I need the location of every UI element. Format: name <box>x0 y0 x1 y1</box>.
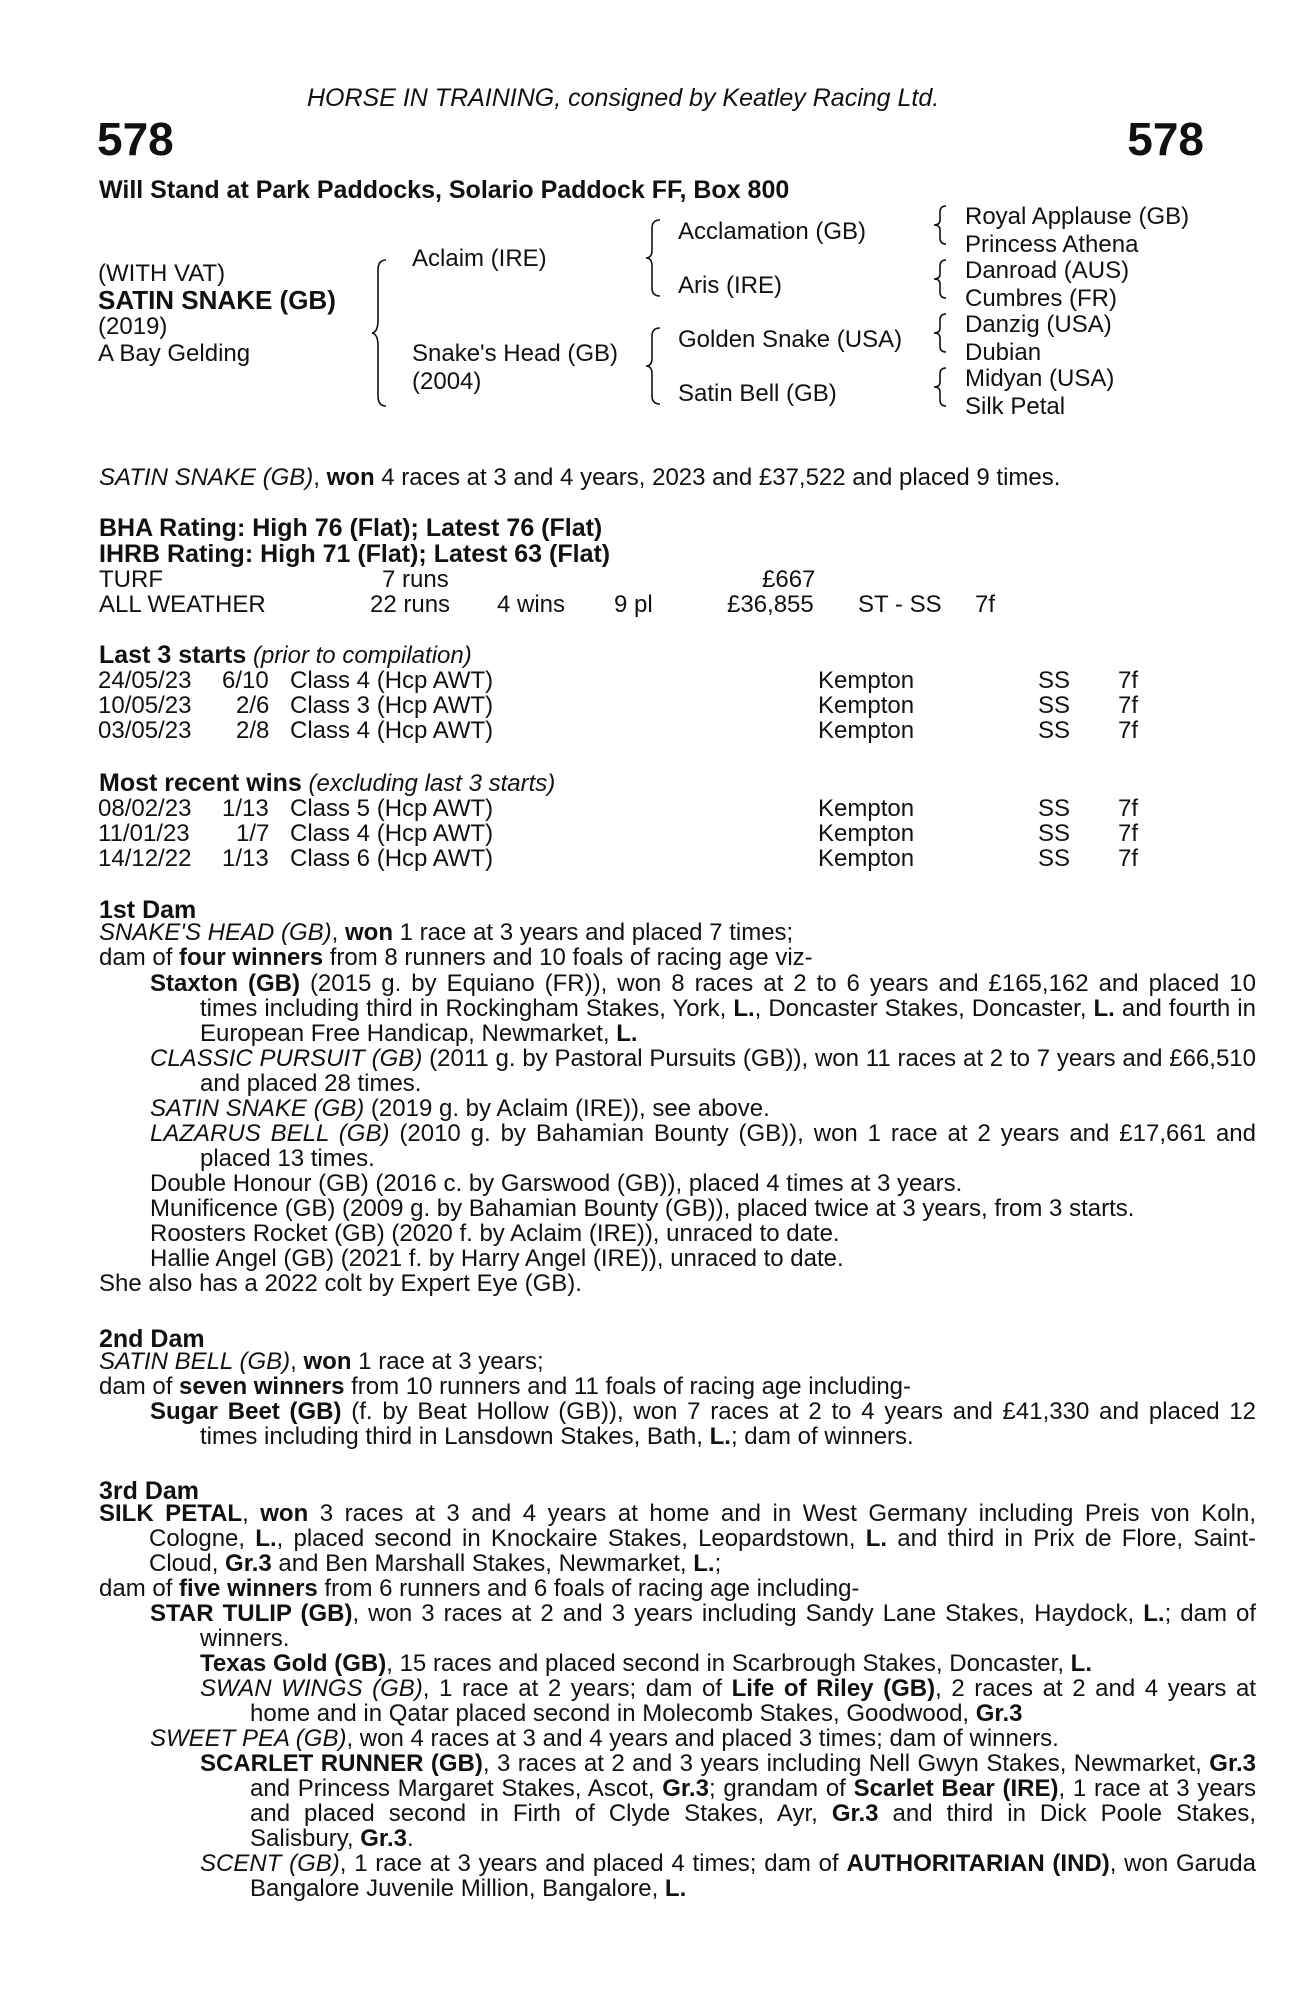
dam3-winners: five winners <box>179 1575 318 1602</box>
scarlet-runner-name: SCARLET RUNNER (GB) <box>200 1750 483 1777</box>
dam3-text-2: , placed second in Knockaire Stakes, Leopardstown, <box>276 1525 866 1552</box>
pedigree-gen3-3: Danroad (AUS) <box>965 257 1130 284</box>
table-row <box>0 822 1314 848</box>
dam2-progeny-sugar <box>150 1399 1256 1449</box>
stand-location: Will Stand at Park Paddocks, Solario Paddock FF, Box 800 <box>99 176 790 204</box>
group3-mark: Gr.3 <box>975 1700 1023 1727</box>
run-position: 6/10 <box>222 667 269 694</box>
staxton-name: Staxton (GB) <box>150 970 300 997</box>
record-surface: TURF <box>99 566 163 593</box>
record-wins: 4 wins <box>497 591 566 618</box>
listed-mark: L. <box>1143 1600 1165 1627</box>
race-summary: SATIN SNAKE (GB), won 4 races at 3 and 4 years, 2023 and £37,522 and placed 9 times. <box>99 464 1061 491</box>
listed-mark: L. <box>664 1875 687 1902</box>
listed-mark: L. <box>733 995 755 1022</box>
listed-mark: L. <box>1070 1650 1092 1677</box>
group3-mark: Gr.3 <box>831 1800 879 1827</box>
lazarus-bell-name: LAZARUS BELL (GB) <box>150 1120 390 1147</box>
win-date: 14/12/22 <box>98 845 192 872</box>
listed-mark: L. <box>1093 995 1115 1022</box>
recent-wins-title: Most recent wins <box>99 769 302 797</box>
pedigree-brace-g3 <box>934 312 950 354</box>
dam3-name: SILK PETAL <box>99 1500 243 1527</box>
recent-wins-heading <box>99 771 555 796</box>
scarlet-runner-text-a: , 3 races at 2 and 3 years including Nell Gwyn Stakes, Newmarket, <box>482 1750 1210 1777</box>
swan-wings-name: SWAN WINGS (GB) <box>200 1675 423 1702</box>
win-going: SS <box>1038 820 1071 847</box>
scarlet-bear-text: , 1 race at 3 years and placed second in Firth of Clyde Stakes, Ayr, <box>250 1775 1256 1827</box>
listed-mark: L. <box>865 1525 888 1552</box>
dam1-progeny-other-2: Munificence (GB) (2009 g. by Bahamian Bounty (GB)), placed twice at 3 years, from 3 starts. <box>150 1195 1135 1222</box>
ihrb-rating: IHRB Rating: High 71 (Flat); Latest 63 (Flat) <box>99 540 611 568</box>
dam1-progeny-other-3: Roosters Rocket (GB) (2020 f. by Aclaim (IRE)), unraced to date. <box>150 1220 840 1247</box>
pedigree-dam-dam: Satin Bell (GB) <box>678 380 837 407</box>
run-distance: 7f <box>1118 692 1139 719</box>
staxton-text-a: (2015 g. by Equiano (FR)), won 8 races at 2 to 6 years and £165,162 and placed 10 times including third in Rockingham Stakes, York, <box>200 970 1256 1022</box>
record-prize: £36,855 <box>727 591 814 618</box>
table-row <box>0 694 1314 720</box>
horse-description: A Bay Gelding <box>98 340 251 367</box>
dam3-progeny-pea <box>150 1726 1059 1751</box>
dam2-name: SATIN BELL (GB) <box>99 1348 291 1375</box>
pedigree-gen3-2: Princess Athena <box>965 231 1139 258</box>
sweet-pea-name: SWEET PEA (GB) <box>150 1725 347 1752</box>
run-position: 2/6 <box>236 692 270 719</box>
pedigree-brace-g1 <box>934 204 950 246</box>
classic-pursuit-name: CLASSIC PURSUIT (GB) <box>150 1045 423 1072</box>
last3-note: (prior to compilation) <box>252 642 472 669</box>
win-distance: 7f <box>1118 820 1139 847</box>
win-position: 1/7 <box>236 820 270 847</box>
table-row <box>0 847 1314 873</box>
dam3-text-4: and Ben Marshall Stakes, Newmarket, <box>271 1550 694 1577</box>
summary-horse-name: SATIN SNAKE (GB) <box>99 464 314 491</box>
pedigree-gen3-6: Dubian <box>965 339 1042 366</box>
run-race: Class 4 (Hcp AWT) <box>290 717 494 744</box>
pedigree-dam-sire: Golden Snake (USA) <box>678 326 903 353</box>
pedigree-sire-dam: Aris (IRE) <box>678 272 782 299</box>
authoritarian-name: AUTHORITARIAN (IND) <box>846 1850 1110 1877</box>
horse-name: SATIN SNAKE (GB) <box>98 285 336 315</box>
pedigree-brace-main <box>372 258 392 408</box>
dam3-progeny-swan <box>200 1676 1256 1726</box>
sugar-beet-text: (f. by Beat Hollow (GB)), won 7 races at 2 to 4 years and £41,330 and placed 12 times including third in Lansdown Stakes, Bath, <box>200 1398 1256 1450</box>
run-date: 24/05/23 <box>98 667 192 694</box>
run-race: Class 3 (Hcp AWT) <box>290 692 494 719</box>
group3-mark: Gr.3 <box>360 1825 407 1852</box>
dam1-progeny-other-1: Double Honour (GB) (2016 c. by Garswood (GB)), placed 4 times at 3 years. <box>150 1170 963 1197</box>
run-date: 10/05/23 <box>98 692 192 719</box>
table-row <box>0 797 1314 823</box>
run-date: 03/05/23 <box>98 717 192 744</box>
authoritarian-text: , won Garuda Bangalore Juvenile Million, Bangalore, <box>250 1850 1256 1902</box>
group3-mark: Gr.3 <box>662 1775 709 1802</box>
scarlet-bear-name: Scarlet Bear (IRE) <box>853 1775 1059 1802</box>
dam2-winners: seven winners <box>179 1373 345 1400</box>
star-tulip-end: ; dam of winners. <box>200 1600 1256 1652</box>
win-race: Class 5 (Hcp AWT) <box>290 795 494 822</box>
lot-number-right: 578 <box>1127 113 1204 165</box>
summary-won: won <box>326 464 375 491</box>
run-going: SS <box>1038 667 1071 694</box>
pedigree-dam-year: (2004) <box>412 368 482 395</box>
dam2-line2-text: from 10 runners and 11 foals of racing age including- <box>344 1373 912 1400</box>
run-course: Kempton <box>818 667 915 694</box>
swan-wings-text: , 1 race at 2 years; dam of <box>422 1675 732 1702</box>
scent-text: , 1 race at 3 years and placed 4 times; dam of <box>339 1850 847 1877</box>
run-going: SS <box>1038 717 1071 744</box>
run-course: Kempton <box>818 717 915 744</box>
staxton-text-b: , Doncaster Stakes, Doncaster, <box>754 995 1094 1022</box>
dam2-title: 2nd Dam <box>99 1325 205 1353</box>
dam2-won: won <box>303 1348 352 1375</box>
dam1-progeny-staxton <box>150 971 1256 1046</box>
dam1-progeny-other-4: Hallie Angel (GB) (2021 f. by Harry Angel (IRE)), unraced to date. <box>150 1245 844 1272</box>
pedigree-sire: Aclaim (IRE) <box>412 245 547 272</box>
dam3-text-5: ; <box>714 1550 722 1577</box>
win-distance: 7f <box>1118 795 1139 822</box>
pedigree-gen3-1: Royal Applause (GB) <box>965 203 1190 230</box>
dam2-line1: SATIN BELL (GB), won 1 race at 3 years; <box>99 1348 544 1375</box>
dam1-line2-text: from 8 runners and 10 foals of racing age viz- <box>323 944 813 971</box>
pedigree-brace-sire <box>646 218 666 298</box>
record-surface: ALL WEATHER <box>99 591 266 618</box>
recent-wins-note: (excluding last 3 starts) <box>308 770 556 797</box>
win-going: SS <box>1038 795 1071 822</box>
vat-label: (WITH VAT) <box>98 260 226 287</box>
record-going: ST - SS <box>858 591 942 618</box>
dam3-title: 3rd Dam <box>99 1477 200 1505</box>
summary-text: 4 races at 3 and 4 years, 2023 and £37,522 and placed 9 times. <box>374 464 1061 491</box>
classic-pursuit-text: (2011 g. by Pastoral Pursuits (GB)), won 11 races at 2 to 7 years and £66,510 and placed 28 times. <box>200 1045 1256 1097</box>
lazarus-bell-text: (2010 g. by Bahamian Bounty (GB)), won 1 race at 2 years and £17,661 and placed 13 times. <box>200 1120 1257 1172</box>
dam3-won: won <box>260 1500 309 1527</box>
scent-name: SCENT (GB) <box>200 1850 340 1877</box>
record-prize: £667 <box>762 566 816 593</box>
pedigree-gen3-5: Danzig (USA) <box>965 311 1112 338</box>
staxton-text-c: and fourth in European Free Handicap, Newmarket, <box>200 995 1256 1047</box>
win-distance: 7f <box>1118 845 1139 872</box>
pedigree-gen3-7: Midyan (USA) <box>965 365 1115 392</box>
sugar-beet-end: ; dam of winners. <box>730 1423 914 1450</box>
star-tulip-text: , won 3 races at 2 and 3 years including Sandy Lane Stakes, Haydock, <box>352 1600 1144 1627</box>
win-position: 1/13 <box>222 845 269 872</box>
listed-mark: L. <box>693 1550 715 1577</box>
dam2-dam-of: dam of <box>99 1373 180 1400</box>
texas-gold-name: Texas Gold (GB) <box>200 1650 387 1677</box>
last3-title: Last 3 starts <box>99 641 247 669</box>
sweet-pea-text: , won 4 races at 3 and 4 years and placed 3 times; dam of winners. <box>346 1725 1059 1752</box>
dam1-winners: four winners <box>179 944 324 971</box>
last3-heading <box>99 643 472 668</box>
run-course: Kempton <box>818 692 915 719</box>
table-row <box>0 719 1314 745</box>
win-course: Kempton <box>818 795 915 822</box>
dam2-line2 <box>99 1374 911 1399</box>
star-tulip-name: STAR TULIP (GB) <box>150 1600 353 1627</box>
dam1-name: SNAKE'S HEAD (GB) <box>99 919 332 946</box>
dam3-text-3: and third in Prix de Flore, Saint-Cloud, <box>149 1525 1256 1577</box>
dam1-line1: SNAKE'S HEAD (GB), won 1 race at 3 years and placed 7 times; <box>99 919 794 946</box>
scarlet-bear-text-b: and third in Dick Poole Stakes, Salisbury, <box>250 1800 1256 1852</box>
dam3-text-1: 3 races at 3 and 4 years at home and in West Germany including Preis von Koln, Cologne, <box>149 1500 1256 1552</box>
win-date: 08/02/23 <box>98 795 192 822</box>
scarlet-runner-text-c: ; grandam of <box>708 1775 854 1802</box>
dam3-line2-text: from 6 runners and 6 foals of racing age including- <box>317 1575 860 1602</box>
group3-mark: Gr.3 <box>1209 1750 1256 1777</box>
win-course: Kempton <box>818 845 915 872</box>
dam3-progeny-texas <box>200 1651 1092 1676</box>
bha-rating: BHA Rating: High 76 (Flat); Latest 76 (Flat) <box>99 514 603 542</box>
table-row <box>0 669 1314 695</box>
dam1-also: She also has a 2022 colt by Expert Eye (GB). <box>99 1270 582 1297</box>
record-distance: 7f <box>975 591 996 618</box>
pedigree-brace-g4 <box>934 366 950 408</box>
life-of-riley-name: Life of Riley (GB) <box>731 1675 936 1702</box>
pedigree-sire-sire: Acclamation (GB) <box>678 218 867 245</box>
group3-mark: Gr.3 <box>225 1550 272 1577</box>
dam2-line1-text: 1 race at 3 years; <box>351 1348 544 1375</box>
record-row-all-weather <box>0 593 1314 619</box>
dam3-progeny-star <box>150 1601 1256 1651</box>
dam3-dam-of: dam of <box>99 1575 180 1602</box>
win-course: Kempton <box>818 820 915 847</box>
dam3-main: SILK PETAL, won 3 races at 3 and 4 years at home and in West Germany including Preis von Koln, Cologne, L., placed second in Knockaire Stakes, Leopardstown, L. and third in Prix de Flore, Saint-Cloud, Gr.3 and Ben Marshall Stakes, Newmarket, L.; <box>99 1500 1256 1577</box>
pedigree-gen3-8: Silk Petal <box>965 393 1066 420</box>
pedigree-dam: Snake's Head (GB) <box>412 340 619 367</box>
listed-mark: L. <box>709 1423 731 1450</box>
listed-mark: L. <box>616 1020 638 1047</box>
record-placed: 9 pl <box>614 591 653 618</box>
run-position: 2/8 <box>236 717 270 744</box>
sugar-beet-name: Sugar Beet (GB) <box>150 1398 342 1425</box>
life-of-riley-text: , 2 races at 2 and 4 years at home and in Qatar placed second in Molecomb Stakes, Goodwood, <box>250 1675 1257 1727</box>
lot-number-left: 578 <box>97 113 174 165</box>
record-runs: 22 runs <box>370 591 451 618</box>
texas-gold-text: , 15 races and placed second in Scarbrough Stakes, Doncaster, <box>386 1650 1071 1677</box>
consignment-line: HORSE IN TRAINING, consigned by Keatley Racing Ltd. <box>307 84 940 112</box>
dam1-won: won <box>344 919 393 946</box>
run-race: Class 4 (Hcp AWT) <box>290 667 494 694</box>
satin-snake-text: (2019 g. by Aclaim (IRE)), see above. <box>364 1095 770 1122</box>
dam3-progeny-scent <box>200 1851 1256 1901</box>
listed-mark: L. <box>255 1525 277 1552</box>
dam3-progeny-scarlet: SCARLET RUNNER (GB), 3 races at 2 and 3 years including Nell Gwyn Stakes, Newmarket, Gr.3 and Princess Margaret Stakes, Ascot, Gr.3; grandam of Scarlet Bear (IRE), 1 race at 3 years and placed second in Firth of Clyde Stakes, Ayr, Gr.3 and third in Dick Poole Stakes, Salisbury, Gr.3. <box>200 1750 1256 1852</box>
run-going: SS <box>1038 692 1071 719</box>
dam3-line2 <box>99 1576 859 1601</box>
run-distance: 7f <box>1118 667 1139 694</box>
win-going: SS <box>1038 845 1071 872</box>
dam1-progeny-satin <box>150 1096 770 1121</box>
run-distance: 7f <box>1118 717 1139 744</box>
pedigree-brace-dam <box>646 326 666 406</box>
pedigree-brace-g2 <box>934 258 950 300</box>
record-runs: 7 runs <box>382 566 449 593</box>
dam1-dam-of: dam of <box>99 944 180 971</box>
win-race: Class 6 (Hcp AWT) <box>290 845 494 872</box>
dam1-progeny-lazarus <box>150 1121 1256 1171</box>
pedigree-gen3-4: Cumbres (FR) <box>965 285 1118 312</box>
satin-snake-name: SATIN SNAKE (GB) <box>150 1095 365 1122</box>
win-race: Class 4 (Hcp AWT) <box>290 820 494 847</box>
win-position: 1/13 <box>222 795 269 822</box>
dam1-line1-text: 1 race at 3 years and placed 7 times; <box>392 919 794 946</box>
dam1-line2 <box>99 945 813 970</box>
dam1-progeny-classic <box>150 1046 1256 1096</box>
horse-year: (2019) <box>98 313 168 340</box>
dam1-title: 1st Dam <box>99 896 197 924</box>
win-date: 11/01/23 <box>98 820 190 847</box>
scarlet-runner-text-b: and Princess Margaret Stakes, Ascot, <box>250 1775 663 1802</box>
